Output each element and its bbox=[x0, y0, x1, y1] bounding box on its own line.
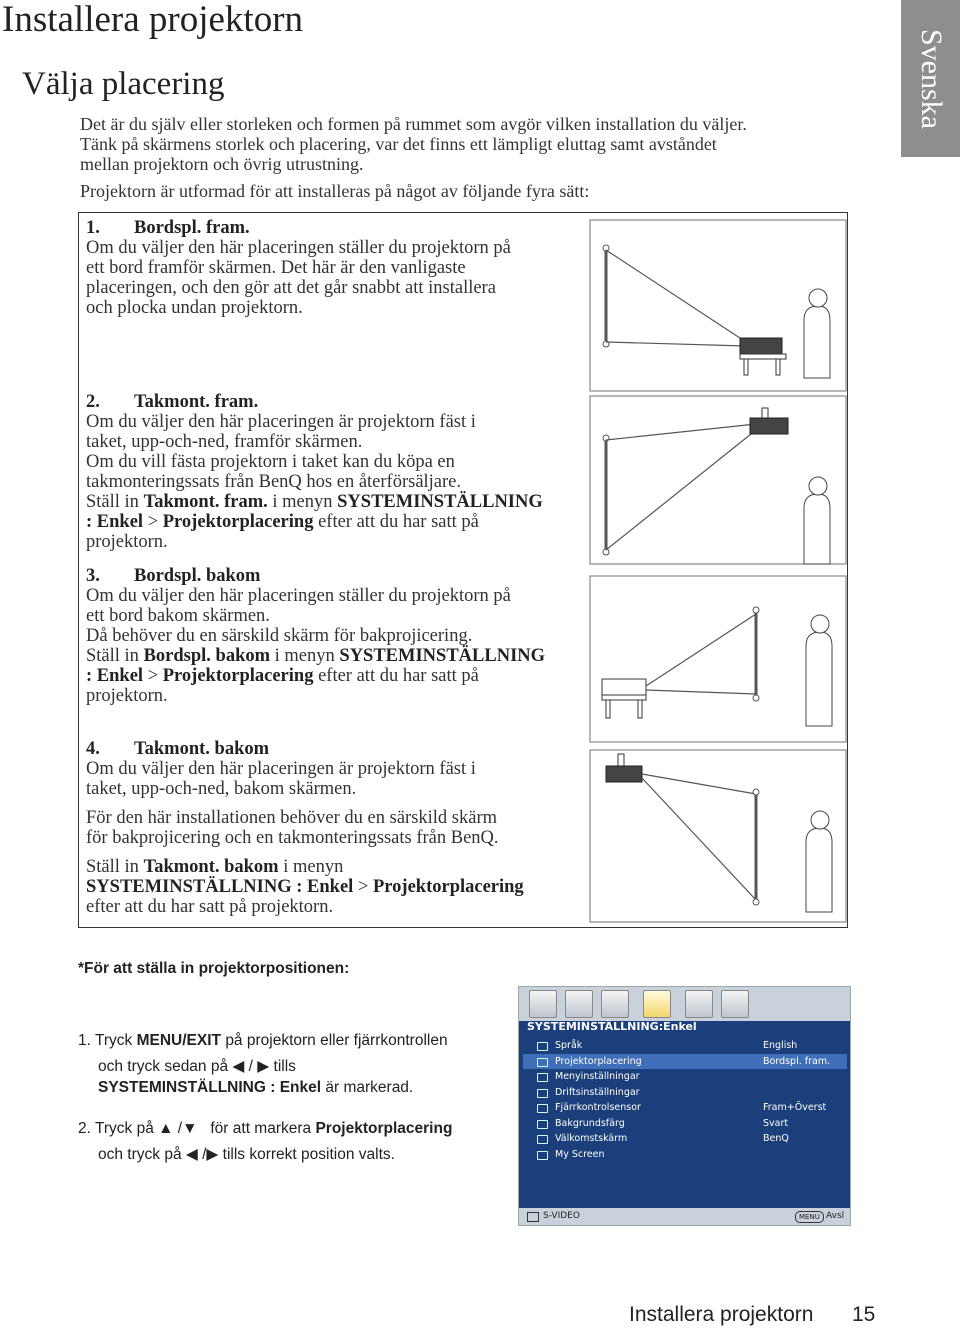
language-label: Svenska bbox=[914, 28, 948, 129]
text: Tryck på bbox=[94, 1120, 154, 1137]
section-rear-table bbox=[86, 566, 581, 706]
page-title: Installera projektorn bbox=[2, 0, 304, 40]
osd-menu-item[interactable] bbox=[523, 1085, 847, 1101]
setting-name: Bordspl. bakom bbox=[143, 646, 271, 666]
menu-item-label: Fjärrkontrolsensor bbox=[555, 1102, 641, 1113]
section-number: 3. bbox=[86, 566, 100, 586]
page-number: 15 bbox=[852, 1303, 876, 1326]
section-line: Om du vill fästa projektorn i taket kan du köpa en bbox=[86, 452, 455, 472]
section-setting bbox=[86, 492, 581, 512]
text: Ställ in bbox=[86, 857, 139, 877]
menu-item-value: BenQ bbox=[763, 1133, 789, 1144]
right-arrow-icon: ▶ bbox=[206, 1146, 219, 1163]
setting-name: Takmont. bakom bbox=[143, 857, 279, 877]
section-line: För den här installationen behöver du en särskild skärm bbox=[86, 808, 498, 828]
text: för att markera bbox=[210, 1120, 312, 1137]
text: tills bbox=[273, 1058, 296, 1075]
right-arrow-icon: ▶ bbox=[257, 1058, 270, 1075]
picture-advanced-tab-icon[interactable] bbox=[565, 990, 593, 1018]
text: Ställ in bbox=[86, 492, 139, 512]
language-tab bbox=[901, 0, 960, 157]
menu-item: Projektorplacering bbox=[372, 877, 524, 897]
section-number: 1. bbox=[86, 218, 100, 238]
menu-item-label: Bakgrundsfärg bbox=[555, 1117, 625, 1129]
section-line: projektorn. bbox=[86, 686, 168, 706]
section-line: Om du väljer den här placeringen ställer du projektorn på bbox=[86, 238, 511, 258]
osd-menu bbox=[518, 986, 851, 1226]
osd-menu-item[interactable] bbox=[523, 1054, 847, 1070]
separator: / bbox=[202, 1146, 207, 1163]
menu-name: SYSTEMINSTÄLLNING : Enkel bbox=[98, 1079, 322, 1096]
menu-name: : Enkel bbox=[86, 666, 144, 686]
menu-item-value: English bbox=[763, 1040, 798, 1051]
separator: / bbox=[248, 1058, 253, 1075]
instruction-step-2 bbox=[78, 1118, 508, 1165]
osd-menu-item[interactable] bbox=[523, 1131, 847, 1147]
section-setting bbox=[86, 646, 581, 666]
left-arrow-icon: ◀ bbox=[232, 1058, 245, 1075]
illustration-rear-table bbox=[588, 574, 848, 744]
menu-name: SYSTEMINSTÄLLNING bbox=[337, 492, 543, 512]
section-rear-ceiling bbox=[86, 739, 581, 917]
instruction-step-1 bbox=[78, 1030, 508, 1098]
menu-item-icon bbox=[537, 1135, 548, 1144]
intro-line-2: Tänk på skärmens storlek och placering, var det finns ett lämpligt eluttag samt avståndet bbox=[80, 134, 717, 154]
illustration-front-table bbox=[588, 218, 848, 393]
menu-item-value: Bordspl. fram. bbox=[763, 1055, 831, 1067]
section-heading: Takmont. bakom bbox=[134, 739, 270, 759]
osd-menu-list bbox=[523, 1038, 847, 1162]
menu-item-value: Fram+Överst bbox=[763, 1102, 827, 1113]
menu-item-label: Projektorplacering bbox=[555, 1055, 642, 1067]
osd-menu-item[interactable] bbox=[523, 1038, 847, 1054]
intro-line-1: Det är du själv eller storleken och formen på rummet som avgör vilken installation du väljer. bbox=[80, 114, 747, 134]
text: efter att du har satt på bbox=[318, 512, 479, 532]
intro-line-4: Projektorn är utformad för att installeras på något av följande fyra sätt: bbox=[80, 181, 590, 201]
menu-key-icon: MENU bbox=[795, 1211, 824, 1223]
key-name: MENU/EXIT bbox=[136, 1032, 221, 1049]
menu-item: Projektorplacering bbox=[162, 666, 314, 686]
separator: > bbox=[147, 512, 159, 532]
picture-tab-icon[interactable] bbox=[529, 990, 557, 1018]
osd-footer bbox=[519, 1208, 850, 1225]
osd-source: S-VIDEO bbox=[543, 1211, 580, 1221]
setting-name: Takmont. fram. bbox=[143, 492, 268, 512]
section-line: Om du väljer den här placeringen är projektorn fäst i bbox=[86, 412, 476, 432]
text: på projektorn eller fjärrkontrollen bbox=[225, 1032, 448, 1049]
illustration-front-ceiling bbox=[588, 394, 848, 566]
text: tills korrekt position valts. bbox=[222, 1146, 395, 1163]
menu-item-label: My Screen bbox=[555, 1148, 605, 1160]
intro-line-3: mellan projektorn och övrig utrustning. bbox=[80, 154, 364, 174]
osd-header: SYSTEMINSTÄLLNING:Enkel bbox=[527, 1020, 697, 1033]
menu-item-icon bbox=[537, 1151, 548, 1160]
footer-section: Installera projektorn bbox=[629, 1303, 814, 1326]
section-front-ceiling bbox=[86, 392, 581, 552]
section-line: taket, upp-och-ned, bakom skärmen. bbox=[86, 779, 357, 799]
section-line: taket, upp-och-ned, framför skärmen. bbox=[86, 432, 363, 452]
section-line: ett bord framför skärmen. Det här är den vanligaste bbox=[86, 258, 466, 278]
menu-item-icon bbox=[537, 1104, 548, 1113]
text: Ställ in bbox=[86, 646, 139, 666]
text: är markerad. bbox=[325, 1079, 414, 1096]
menu-item-icon bbox=[537, 1042, 548, 1051]
illustration-rear-ceiling bbox=[588, 748, 848, 924]
system-setup-tab-icon[interactable] bbox=[643, 990, 671, 1018]
menu-item-label: Språk bbox=[555, 1040, 583, 1051]
menu-item: Projektorplacering bbox=[315, 1120, 453, 1137]
osd-exit-label[interactable]: Avsl bbox=[826, 1211, 845, 1221]
section-line: efter att du har satt på projektorn. bbox=[86, 897, 334, 917]
menu-item-icon bbox=[537, 1073, 548, 1082]
system-advanced-tab-icon[interactable] bbox=[685, 990, 713, 1018]
section-heading: Bordspl. fram. bbox=[134, 218, 250, 238]
text: i menyn bbox=[274, 646, 335, 666]
left-arrow-icon: ◀ bbox=[185, 1146, 198, 1163]
menu-item-label: Välkomstskärm bbox=[555, 1133, 628, 1144]
section-heading: Bordspl. bakom bbox=[134, 566, 261, 586]
osd-tab-bar bbox=[519, 987, 850, 1021]
menu-name: SYSTEMINSTÄLLNING : Enkel bbox=[86, 877, 354, 897]
section-number: 4. bbox=[86, 739, 100, 759]
section-line: Då behöver du en särskild skärm för bakprojicering. bbox=[86, 626, 473, 646]
menu-name: : Enkel bbox=[86, 512, 144, 532]
section-line: projektorn. bbox=[86, 532, 168, 552]
menu-item-label: Driftsinställningar bbox=[555, 1086, 640, 1098]
up-arrow-icon: ▲ bbox=[158, 1120, 174, 1137]
menu-item-icon bbox=[537, 1120, 548, 1129]
display-tab-icon[interactable] bbox=[601, 990, 629, 1018]
down-arrow-icon: ▼ bbox=[182, 1120, 198, 1137]
menu-item-icon bbox=[537, 1089, 548, 1098]
section-setting bbox=[86, 857, 581, 877]
menu-item-value: Svart bbox=[763, 1117, 789, 1129]
separator: / bbox=[177, 1120, 183, 1137]
section-line: ett bord bakom skärmen. bbox=[86, 606, 270, 626]
section-line: och plocka undan projektorn. bbox=[86, 298, 303, 318]
text: i menyn bbox=[272, 492, 333, 512]
information-tab-icon[interactable] bbox=[721, 990, 749, 1018]
instructions-heading: *För att ställa in projektorpositionen: bbox=[78, 960, 350, 977]
text: Tryck bbox=[94, 1032, 133, 1049]
step-number: 1. bbox=[78, 1032, 91, 1049]
menu-item-label: Menyinställningar bbox=[555, 1071, 640, 1082]
text: och tryck på bbox=[98, 1146, 182, 1163]
menu-item: Projektorplacering bbox=[162, 512, 314, 532]
source-icon bbox=[527, 1212, 539, 1222]
section-line: placeringen, och den gör att det går snabbt att installera bbox=[86, 278, 496, 298]
text: och tryck sedan på bbox=[98, 1058, 229, 1075]
separator: > bbox=[147, 666, 159, 686]
section-line: Om du väljer den här placeringen är projektorn fäst i bbox=[86, 759, 476, 779]
section-heading: Takmont. fram. bbox=[134, 392, 259, 412]
step-number: 2. bbox=[78, 1120, 91, 1137]
section-title: Välja placering bbox=[22, 66, 225, 102]
menu-item-icon bbox=[537, 1058, 548, 1067]
section-front-table bbox=[86, 218, 581, 318]
separator: > bbox=[357, 877, 369, 897]
osd-menu-item[interactable] bbox=[523, 1069, 847, 1085]
section-number: 2. bbox=[86, 392, 100, 412]
osd-menu-item[interactable] bbox=[523, 1116, 847, 1132]
osd-menu-item[interactable] bbox=[523, 1147, 847, 1163]
text: efter att du har satt på bbox=[318, 666, 479, 686]
section-line: för bakprojicering och en takmonteringssats från BenQ. bbox=[86, 828, 499, 848]
section-line: takmonteringssats från BenQ hos en återförsäljare. bbox=[86, 472, 462, 492]
text: i menyn bbox=[283, 857, 344, 877]
section-line: Om du väljer den här placeringen ställer du projektorn på bbox=[86, 586, 511, 606]
menu-name: SYSTEMINSTÄLLNING bbox=[339, 646, 546, 666]
osd-menu-item[interactable] bbox=[523, 1100, 847, 1116]
